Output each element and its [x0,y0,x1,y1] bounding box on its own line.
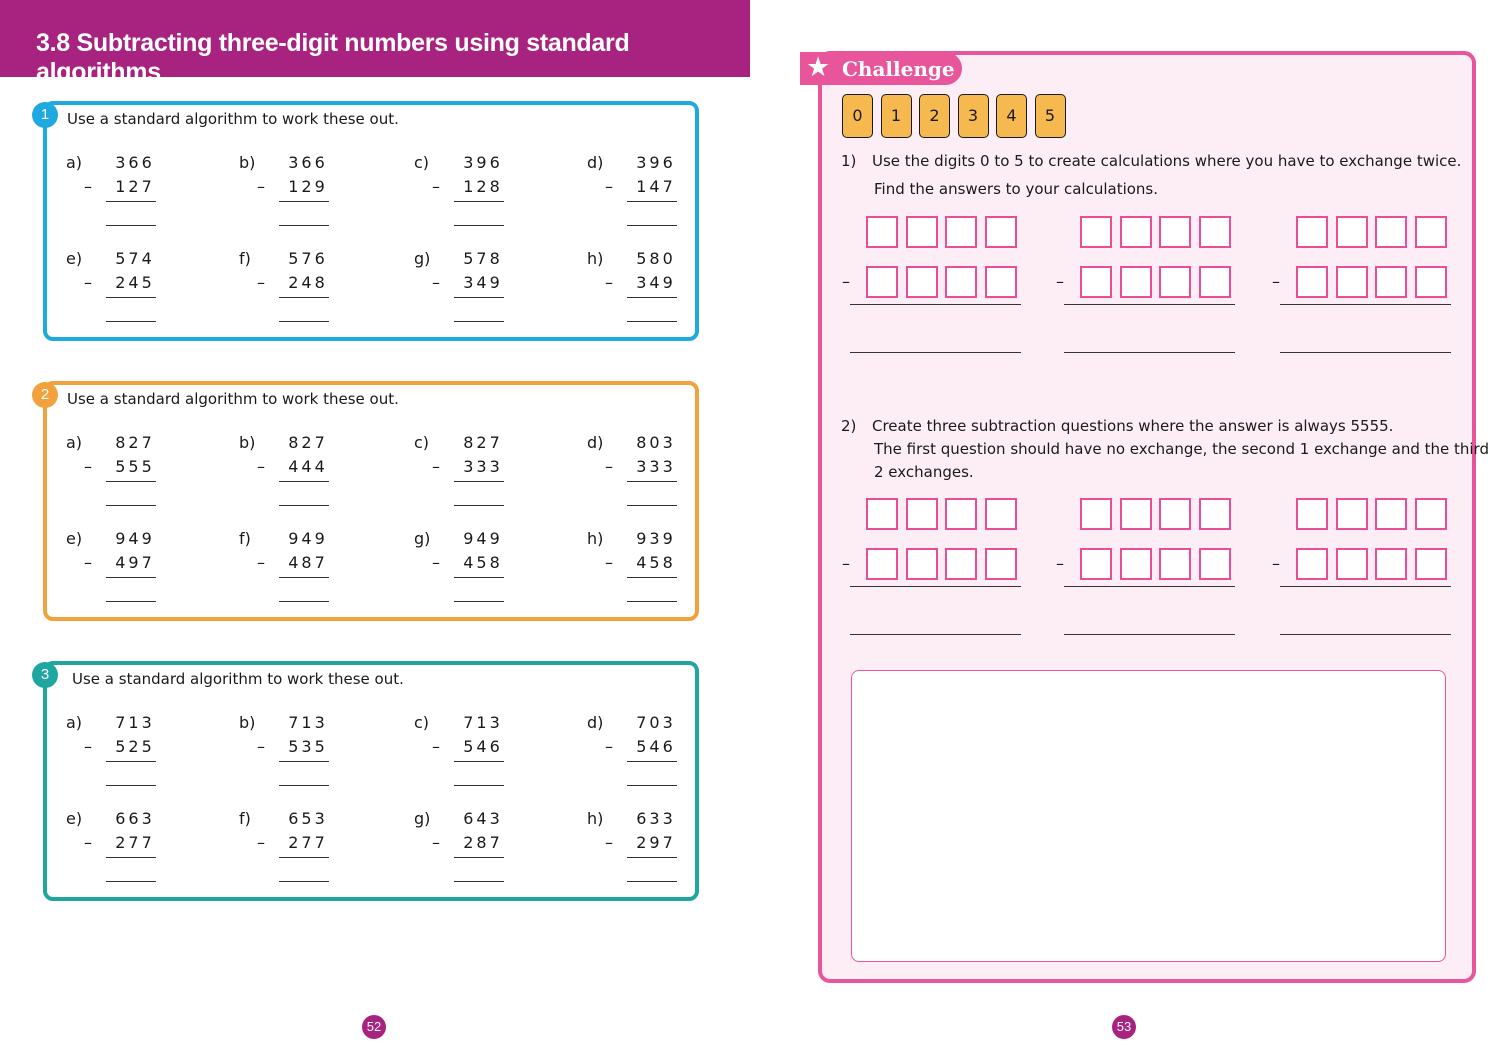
subtrahend-underline [454,481,504,482]
answer-line[interactable] [1280,352,1451,353]
minuend: 703 [636,713,676,732]
minus-sign: – [257,553,265,572]
subtraction-problem [66,249,186,329]
problem-label: b) [239,153,256,172]
subtrahend: 333 [636,457,676,476]
question-instruction: Use a standard algorithm to work these out. [67,110,399,128]
minus-sign: – [605,737,613,756]
minus-sign: – [432,737,440,756]
subtrahend-underline [279,297,329,298]
subtraction-problem [587,713,707,793]
minuend: 574 [115,249,155,268]
subtrahend: 277 [288,833,328,852]
digit-entry-box[interactable] [985,498,1017,530]
working-space[interactable] [851,670,1446,962]
challenge-q1-line1: Use the digits 0 to 5 to create calculations where you have to exchange twice. [872,152,1462,170]
question-1-box [40,101,699,341]
digit-entry-box[interactable] [1159,266,1191,298]
digit-entry-box[interactable] [1199,266,1231,298]
minus-sign: – [605,177,613,196]
subtrahend-underline [106,761,156,762]
digit-entry-box[interactable] [1375,266,1407,298]
minus-sign: – [84,177,92,196]
subtraction-problem [414,529,534,609]
minus-sign: – [257,177,265,196]
subtrahend-underline [454,297,504,298]
minuend: 713 [463,713,503,732]
subtraction-problem [66,153,186,233]
subtrahend-underline [279,577,329,578]
minus-sign: – [84,553,92,572]
minus-sign: – [432,553,440,572]
subtrahend: 458 [636,553,676,572]
digit-entry-box[interactable] [1199,498,1231,530]
problem-label: e) [66,529,83,548]
subtraction-problem [414,249,534,329]
digit-entry-box[interactable] [906,498,938,530]
minuend: 366 [115,153,155,172]
answer-line[interactable] [454,881,504,882]
subtraction-problem [414,713,534,793]
calculation-underline [1280,586,1451,587]
minuend: 576 [288,249,328,268]
digit-entry-box[interactable] [1159,548,1191,580]
digit-entry-box[interactable] [1080,498,1112,530]
digit-entry-box[interactable] [1336,498,1368,530]
problem-label: c) [414,153,430,172]
digit-entry-box[interactable] [1415,266,1447,298]
answer-line[interactable] [454,785,504,786]
subtrahend: 546 [636,737,676,756]
subtrahend-underline [627,201,677,202]
subtraction-problem [587,529,707,609]
answer-line[interactable] [279,601,329,602]
digit-entry-box[interactable] [945,548,977,580]
minuend: 653 [288,809,328,828]
answer-line[interactable] [850,634,1021,635]
answer-line[interactable] [279,881,329,882]
digit-entry-box[interactable] [1120,216,1152,248]
problem-label: a) [66,153,83,172]
answer-line[interactable] [106,505,156,506]
problem-label: a) [66,713,83,732]
digit-entry-box[interactable] [906,548,938,580]
digit-tile: 1 [881,94,912,138]
subtrahend-underline [106,577,156,578]
minuend: 578 [463,249,503,268]
digit-entry-box[interactable] [1296,216,1328,248]
answer-line[interactable] [106,785,156,786]
digit-entry-box[interactable] [1336,216,1368,248]
subtraction-problem [239,249,359,329]
digit-entry-box[interactable] [1415,216,1447,248]
digit-entry-box[interactable] [866,498,898,530]
minuend: 643 [463,809,503,828]
subtraction-problem [66,529,186,609]
subtrahend: 129 [288,177,328,196]
subtrahend: 245 [115,273,155,292]
problem-label: g) [414,529,431,548]
digit-entry-box[interactable] [1336,266,1368,298]
digit-tile: 5 [1035,94,1066,138]
minus-sign: – [257,273,265,292]
subtraction-problem [587,249,707,329]
answer-line[interactable] [454,505,504,506]
digit-entry-box[interactable] [1375,498,1407,530]
digit-entry-box[interactable] [985,548,1017,580]
subtrahend-underline [627,577,677,578]
calculation-underline [1064,304,1235,305]
subtrahend-underline [106,201,156,202]
minuend: 713 [288,713,328,732]
subtraction-problem [414,433,534,513]
question-number-badge: 2 [32,382,58,408]
minuend: 396 [636,153,676,172]
minuend: 396 [463,153,503,172]
subtraction-problem [239,433,359,513]
digit-entry-box[interactable] [1080,548,1112,580]
digit-entry-box[interactable] [985,266,1017,298]
subtrahend-underline [106,297,156,298]
digit-entry-box[interactable] [1120,498,1152,530]
digit-entry-box[interactable] [1375,548,1407,580]
answer-line[interactable] [627,601,677,602]
digit-entry-box[interactable] [1296,498,1328,530]
subtrahend-underline [454,761,504,762]
question-number-badge: 1 [32,102,58,128]
answer-line[interactable] [454,225,504,226]
minus-sign: – [1272,554,1280,573]
answer-line[interactable] [106,881,156,882]
subtrahend-underline [627,297,677,298]
subtraction-problem [239,529,359,609]
digit-entry-box[interactable] [1120,548,1152,580]
digit-entry-box[interactable] [1080,266,1112,298]
answer-line[interactable] [106,601,156,602]
minus-sign: – [84,737,92,756]
subtraction-problem [66,809,186,889]
digit-entry-box[interactable] [866,548,898,580]
subtrahend-underline [279,481,329,482]
subtraction-problem [66,713,186,793]
subtrahend-underline [627,481,677,482]
answer-line[interactable] [627,881,677,882]
answer-line[interactable] [850,352,1021,353]
subtrahend-underline [627,761,677,762]
subtrahend-underline [279,857,329,858]
minus-sign: – [842,272,850,291]
minus-sign: – [1056,272,1064,291]
digit-entry-box[interactable] [906,216,938,248]
digit-entry-box[interactable] [945,216,977,248]
answer-line[interactable] [279,785,329,786]
answer-line[interactable] [454,601,504,602]
problem-label: h) [587,809,604,828]
digit-entry-box[interactable] [1415,498,1447,530]
digit-tile: 0 [842,94,873,138]
digit-entry-box[interactable] [1199,216,1231,248]
problem-label: f) [239,529,251,548]
page-number-left: 52 [362,1015,386,1039]
minuend: 827 [463,433,503,452]
answer-line[interactable] [279,505,329,506]
subtrahend-underline [454,201,504,202]
answer-line[interactable] [627,321,677,322]
challenge-q2-line1: Create three subtraction questions where the answer is always 5555. [872,417,1394,435]
subtrahend: 248 [288,273,328,292]
minuend: 939 [636,529,676,548]
subtrahend-underline [454,857,504,858]
subtrahend: 444 [288,457,328,476]
minus-sign: – [257,737,265,756]
digit-entry-box[interactable] [1296,548,1328,580]
minus-sign: – [84,457,92,476]
problem-label: h) [587,249,604,268]
problem-label: b) [239,713,256,732]
minuend: 949 [288,529,328,548]
problem-label: a) [66,433,83,452]
subtrahend-underline [279,761,329,762]
subtrahend: 535 [288,737,328,756]
minus-sign: – [84,833,92,852]
minus-sign: – [257,457,265,476]
subtrahend: 458 [463,553,503,572]
minuend: 633 [636,809,676,828]
minus-sign: – [432,457,440,476]
page-number-right: 53 [1112,1015,1136,1039]
subtraction-problem [66,433,186,513]
digit-tile: 2 [919,94,950,138]
problem-label: e) [66,249,83,268]
minus-sign: – [432,273,440,292]
challenge-q2-line3: 2 exchanges. [874,463,974,481]
page-title: 3.8 Subtracting three-digit numbers using standard algorithms [0,0,750,77]
problem-label: g) [414,249,431,268]
challenge-label: Challenge [842,57,955,81]
subtraction-problem [587,809,707,889]
question-instruction: Use a standard algorithm to work these out. [72,670,404,688]
problem-label: f) [239,249,251,268]
minus-sign: – [605,553,613,572]
problem-label: b) [239,433,256,452]
answer-line[interactable] [627,225,677,226]
digit-entry-box[interactable] [1080,216,1112,248]
digit-entry-box[interactable] [945,498,977,530]
subtrahend: 525 [115,737,155,756]
minuend: 949 [115,529,155,548]
subtraction-problem [414,153,534,233]
problem-label: e) [66,809,83,828]
subtraction-problem [239,809,359,889]
subtrahend: 287 [463,833,503,852]
calculation-underline [1064,586,1235,587]
digit-entry-box[interactable] [866,266,898,298]
digit-entry-box[interactable] [866,216,898,248]
answer-line[interactable] [1064,634,1235,635]
answer-line[interactable] [1280,634,1451,635]
subtrahend: 349 [636,273,676,292]
calculation-underline [850,586,1021,587]
subtrahend: 127 [115,177,155,196]
digit-entry-box[interactable] [1199,548,1231,580]
subtraction-problem [587,433,707,513]
minus-sign: – [1056,554,1064,573]
subtrahend: 333 [463,457,503,476]
minuend: 663 [115,809,155,828]
subtrahend: 349 [463,273,503,292]
digit-entry-box[interactable] [1120,266,1152,298]
minus-sign: – [605,273,613,292]
minuend: 366 [288,153,328,172]
subtraction-problem [414,809,534,889]
minuend: 580 [636,249,676,268]
calculation-underline [850,304,1021,305]
minus-sign: – [842,554,850,573]
digit-entry-box[interactable] [1336,548,1368,580]
answer-line[interactable] [279,225,329,226]
problem-label: f) [239,809,251,828]
question-3-box [40,661,699,901]
question-2-box [40,381,699,621]
problem-label: d) [587,433,604,452]
minus-sign: – [432,177,440,196]
digit-entry-box[interactable] [906,266,938,298]
subtrahend: 497 [115,553,155,572]
minus-sign: – [84,273,92,292]
problem-label: c) [414,713,430,732]
digit-entry-box[interactable] [1375,216,1407,248]
digit-tile: 3 [958,94,989,138]
digit-entry-box[interactable] [945,266,977,298]
subtrahend: 128 [463,177,503,196]
digit-entry-box[interactable] [1415,548,1447,580]
subtrahend-underline [106,857,156,858]
subtrahend: 297 [636,833,676,852]
answer-line[interactable] [1064,352,1235,353]
answer-line[interactable] [454,321,504,322]
challenge-q2-line2: The first question should have no exchange, the second 1 exchange and the third [874,440,1489,458]
problem-label: d) [587,153,604,172]
question-number-badge: 3 [32,662,58,688]
digit-entry-box[interactable] [1159,216,1191,248]
answer-line[interactable] [106,225,156,226]
answer-line[interactable] [106,321,156,322]
minus-sign: – [257,833,265,852]
digit-entry-box[interactable] [1159,498,1191,530]
problem-label: c) [414,433,430,452]
challenge-q1-line2: Find the answers to your calculations. [874,180,1159,198]
digit-entry-box[interactable] [985,216,1017,248]
minus-sign: – [1272,272,1280,291]
minus-sign: – [605,833,613,852]
question-instruction: Use a standard algorithm to work these out. [67,390,399,408]
challenge-tab [800,52,962,85]
challenge-q2-number: 2) [841,417,857,435]
subtrahend: 555 [115,457,155,476]
digit-entry-box[interactable] [1296,266,1328,298]
subtraction-problem [239,153,359,233]
subtrahend-underline [627,857,677,858]
subtrahend-underline [279,201,329,202]
challenge-q1-number: 1) [841,152,857,170]
minuend: 827 [288,433,328,452]
minuend: 827 [115,433,155,452]
calculation-underline [1280,304,1451,305]
minuend: 949 [463,529,503,548]
subtrahend: 487 [288,553,328,572]
subtrahend: 277 [115,833,155,852]
minus-sign: – [432,833,440,852]
subtrahend: 147 [636,177,676,196]
answer-line[interactable] [627,505,677,506]
subtraction-problem [587,153,707,233]
minuend: 713 [115,713,155,732]
answer-line[interactable] [627,785,677,786]
problem-label: h) [587,529,604,548]
answer-line[interactable] [279,321,329,322]
digit-tile: 4 [996,94,1027,138]
subtrahend-underline [454,577,504,578]
minus-sign: – [605,457,613,476]
problem-label: g) [414,809,431,828]
minuend: 803 [636,433,676,452]
subtraction-problem [239,713,359,793]
subtrahend: 546 [463,737,503,756]
subtrahend-underline [106,481,156,482]
problem-label: d) [587,713,604,732]
star-icon: ★ [806,52,831,83]
